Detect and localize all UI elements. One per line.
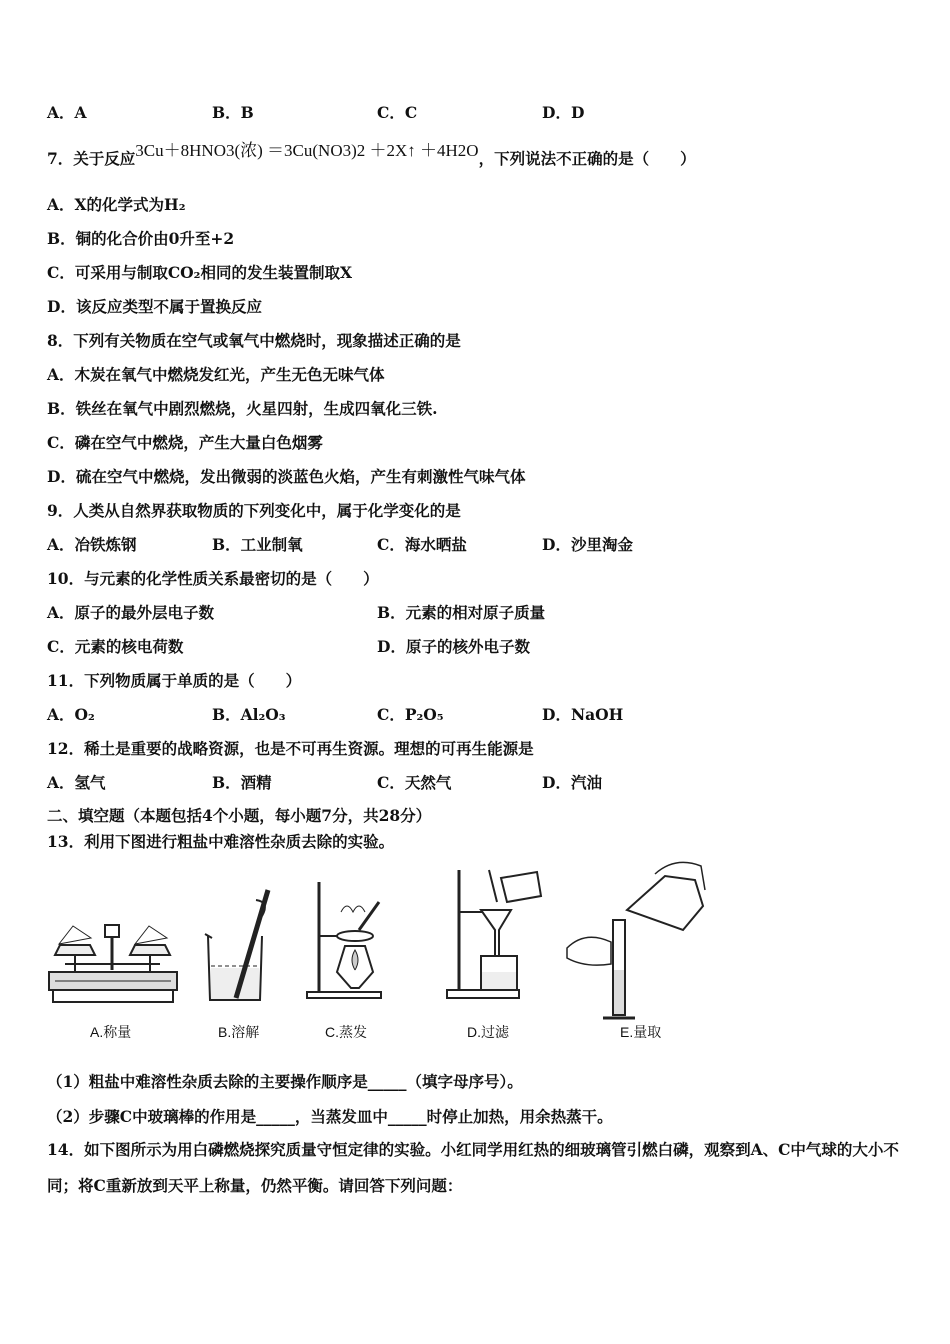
q7-tail: ，下列说法不正确的是（ ）	[478, 149, 696, 168]
q6-option-c: C．C	[377, 103, 418, 122]
q6-option-a: A．A	[47, 103, 87, 122]
q13-sub2: （2）步骤C中玻璃棒的作用是_____，当蒸发皿中_____时停止加热，用余热蒸干。	[47, 1107, 613, 1126]
q13-sub1: （1）粗盐中难溶性杂质去除的主要操作顺序是_____（填字母序号）。	[47, 1072, 523, 1091]
section-heading: 二、填空题（本题包括4个小题，每小题7分，共28分）	[47, 806, 432, 825]
q12-option-d: D．汽油	[542, 773, 602, 792]
q11-option-b: B．Al₂O₃	[212, 705, 286, 724]
beaker-figure	[200, 860, 275, 1045]
q13-stem: 13．利用下图进行粗盐中难溶性杂质去除的实验。	[47, 832, 395, 851]
q7-option-b: B．铜的化合价由0升至+2	[47, 229, 235, 248]
q14-stem: 14．如下图所示为用白磷燃烧探究质量守恒定律的实验。小红同学用红热的细玻璃管引燃白磷，观察到A、C中气球的大小不同；将C重新放到天平上称量，仍然平衡。请回答下列问题：	[47, 1140, 899, 1195]
caption-b: B.溶解	[218, 1024, 260, 1040]
q11-stem: 11．下列物质属于单质的是（ ）	[47, 671, 302, 690]
q11-option-c: C．P₂O₅	[377, 705, 444, 724]
q8-option-b: B．铁丝在氧气中剧烈燃烧，火星四射，生成四氧化三铁.	[47, 399, 438, 418]
balance-figure	[45, 860, 180, 1045]
q10-option-d: D．原子的核外电子数	[377, 637, 530, 656]
measuring-figure	[565, 860, 710, 1045]
q7-option-c: C．可采用与制取CO₂相同的发生装置制取X	[47, 263, 352, 282]
q10-option-a: A．原子的最外层电子数	[47, 603, 215, 622]
q8-option-c: C．磷在空气中燃烧，产生大量白色烟雾	[47, 433, 323, 452]
q12-option-c: C．天然气	[377, 773, 452, 792]
q11-option-a: A．O₂	[47, 705, 95, 724]
evaporation-figure	[305, 860, 385, 1045]
q9-option-c: C．海水晒盐	[377, 535, 467, 554]
q10-stem: 10．与元素的化学性质关系最密切的是（ ）	[47, 569, 379, 588]
q9-stem: 9．人类从自然界获取物质的下列变化中，属于化学变化的是	[47, 501, 461, 520]
q6-option-b: B．B	[212, 103, 254, 122]
q10-option-b: B．元素的相对原子质量	[377, 603, 546, 622]
q7-equation: 3Cu＋8HNO3(浓) ＝3Cu(NO3)2 ＋2X↑ ＋4H2O	[135, 141, 479, 160]
caption-a: A.称量	[90, 1024, 132, 1040]
q12-stem: 12．稀土是重要的战略资源，也是不可再生资源。理想的可再生能源是	[47, 739, 534, 758]
q8-option-d: D．硫在空气中燃烧，发出微弱的淡蓝色火焰，产生有刺激性气味气体	[47, 467, 526, 486]
q7-lead: 7．关于反应	[47, 149, 136, 168]
filtration-figure	[445, 860, 550, 1045]
q10-option-c: C．元素的核电荷数	[47, 637, 184, 656]
caption-d: D.过滤	[467, 1024, 509, 1040]
q12-option-a: A．氢气	[47, 773, 106, 792]
q6-option-d: D．D	[542, 103, 585, 122]
caption-e: E.量取	[620, 1024, 662, 1040]
q8-stem: 8．下列有关物质在空气或氧气中燃烧时，现象描述正确的是	[47, 331, 461, 350]
q9-option-a: A．冶铁炼钢	[47, 535, 137, 554]
q9-option-b: B．工业制氧	[212, 535, 303, 554]
q7-stem	[47, 141, 696, 169]
q9-option-d: D．沙里淘金	[542, 535, 633, 554]
q11-option-d: D．NaOH	[542, 705, 624, 724]
caption-c: C.蒸发	[325, 1024, 367, 1040]
q7-option-d: D．该反应类型不属于置换反应	[47, 297, 262, 316]
q7-option-a: A．X的化学式为H₂	[47, 195, 186, 214]
q8-option-a: A．木炭在氧气中燃烧发红光，产生无色无味气体	[47, 365, 385, 384]
q12-option-b: B．酒精	[212, 773, 272, 792]
